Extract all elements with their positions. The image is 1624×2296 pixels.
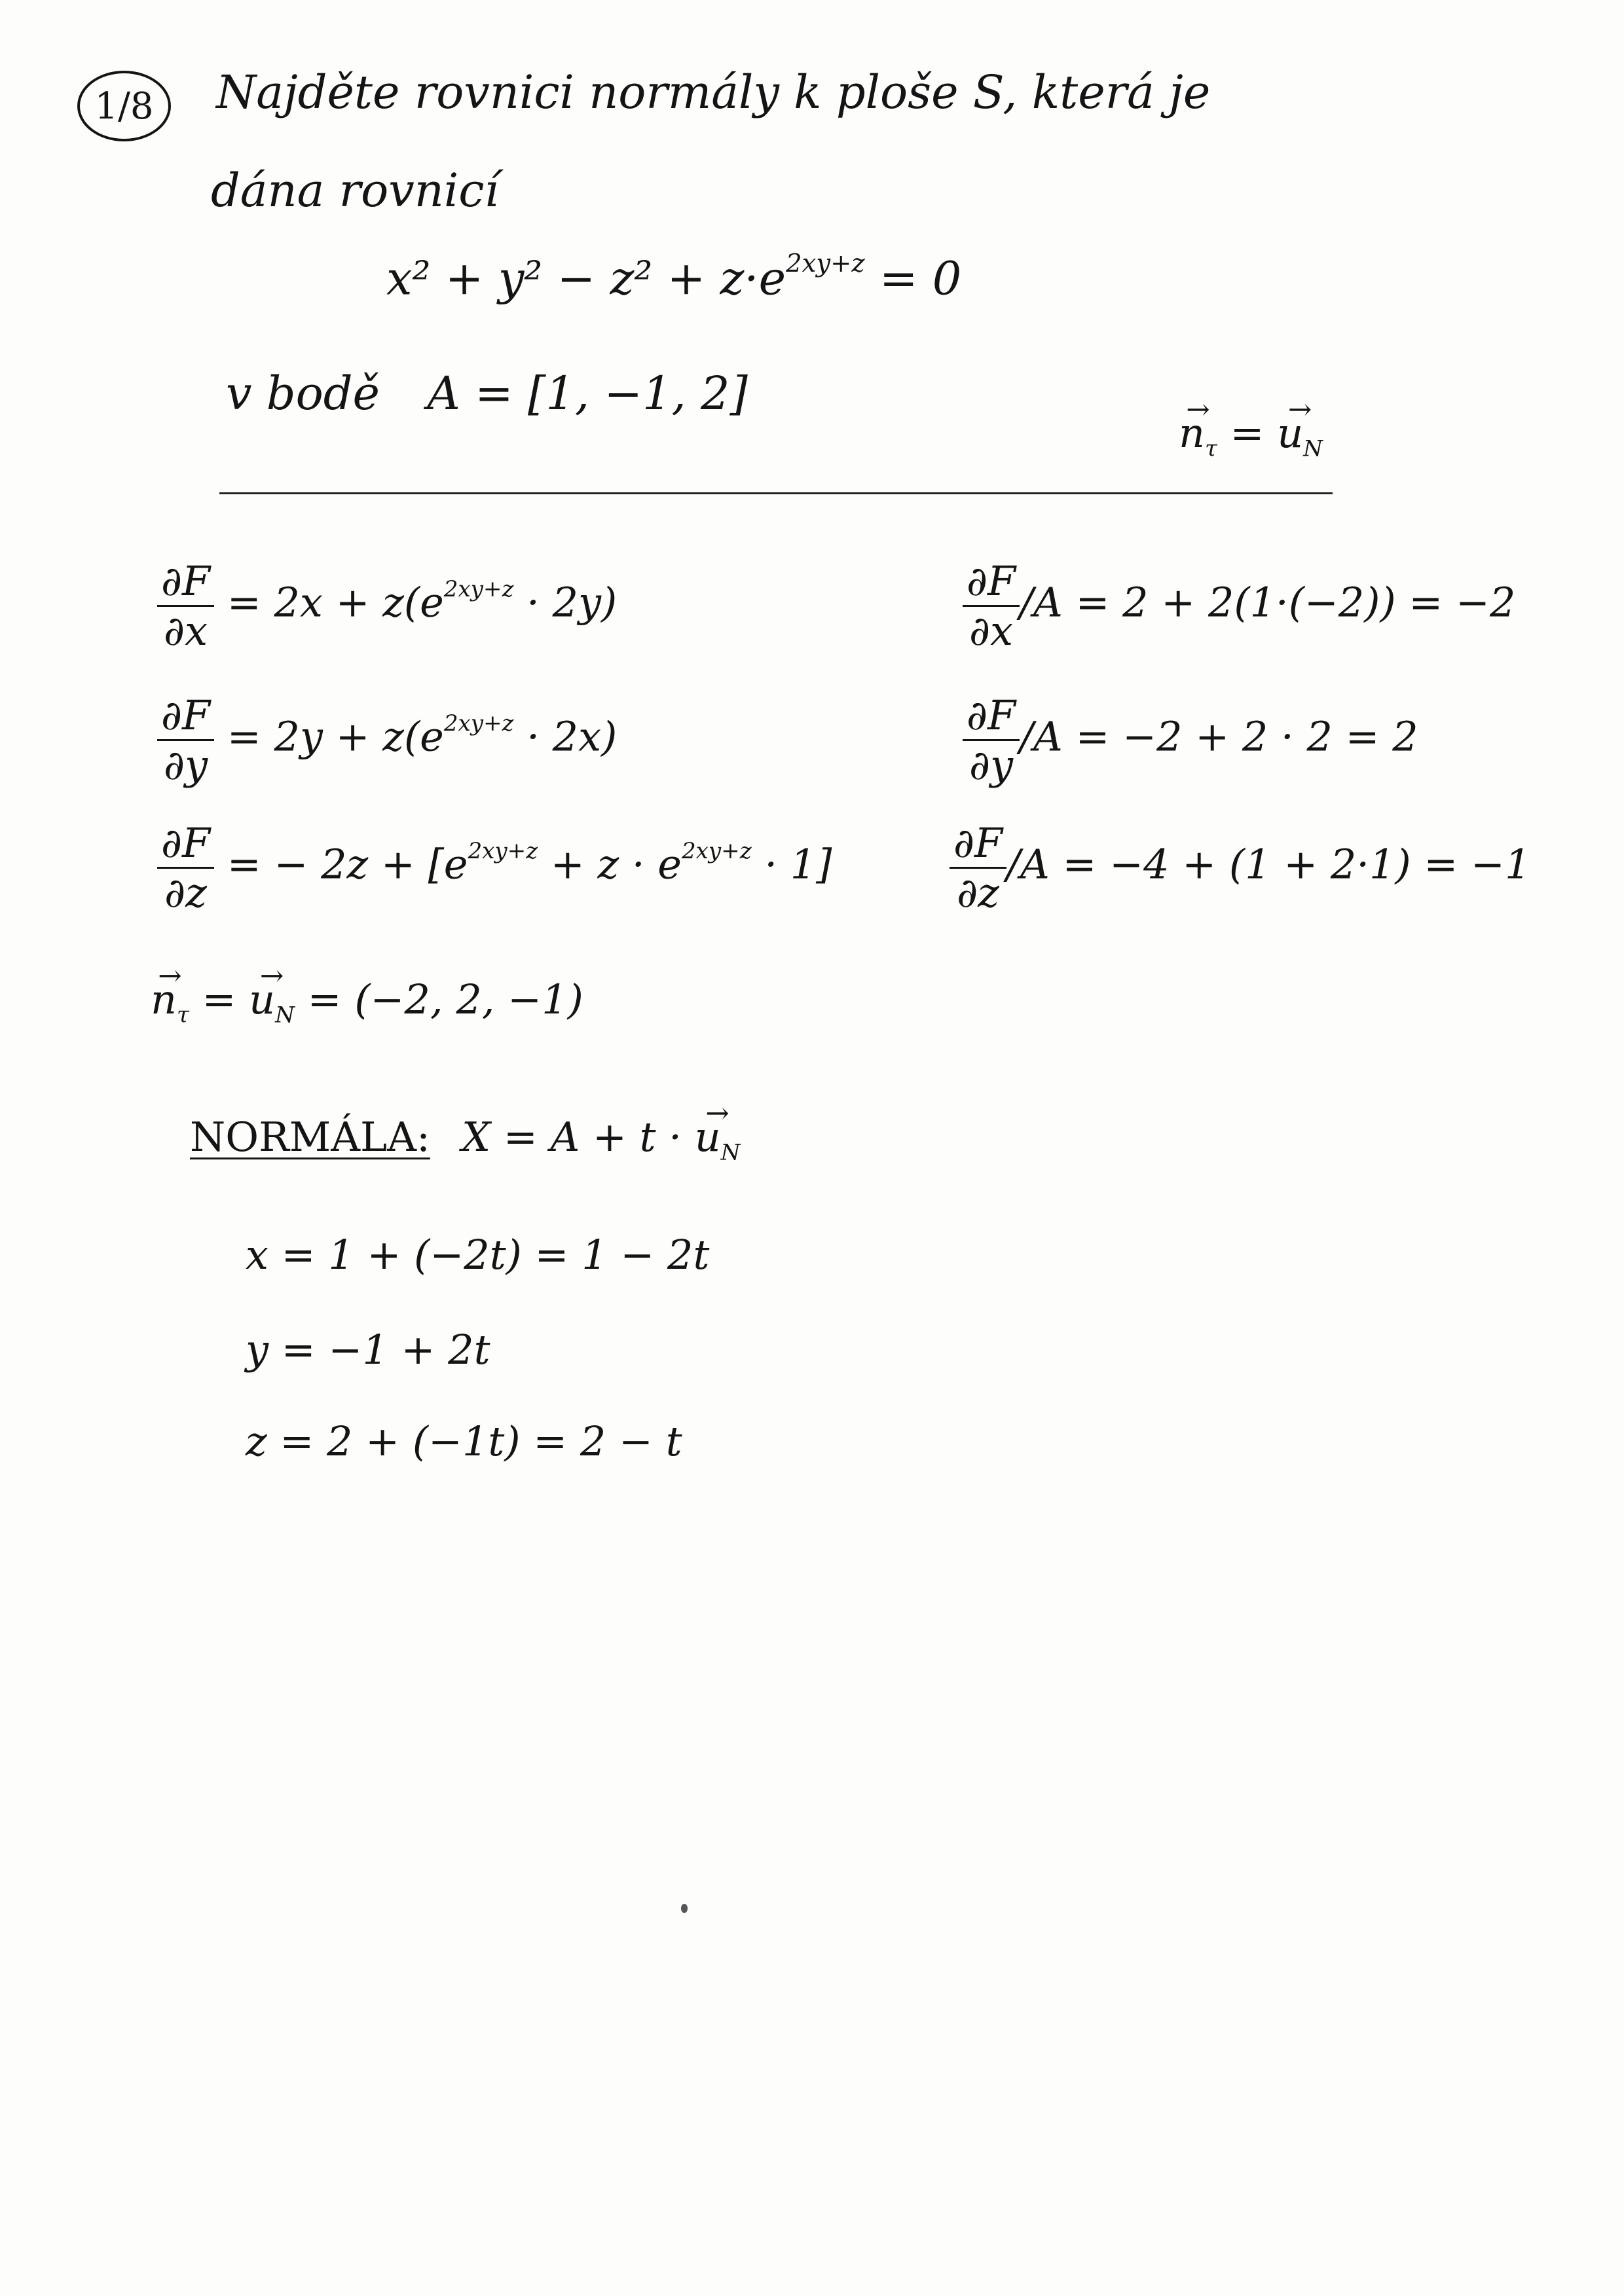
value-at-A-x: [963, 557, 1516, 655]
ink-speck: [681, 1904, 688, 1913]
problem-statement-line-1: Najděte rovnici normály k ploše S, která je: [216, 65, 1211, 119]
surface-equation-exponent: 2xy+z: [786, 249, 865, 278]
normal-line-z: z = 2 + (−1t) = 2 − t: [246, 1417, 682, 1465]
frac-den: ∂x: [164, 607, 208, 655]
problem-number-badge: [77, 71, 171, 141]
fz-exponent-1: 2xy+z: [468, 838, 538, 865]
partial-derivative-x: [157, 557, 618, 655]
fx-expression-b: · 2y): [526, 578, 618, 627]
normal-line-label: [190, 1113, 430, 1161]
partial-derivative-z: [157, 819, 832, 917]
normal-line-heading: NORMÁLA:: [190, 1113, 430, 1161]
fy-value-expression: = −2 + 2 · 2 = 2: [1075, 712, 1418, 761]
fz-expression-c: · 1]: [764, 840, 832, 888]
fz-exponent-2: 2xy+z: [682, 838, 752, 865]
fz-expression-b: + z · e: [550, 840, 682, 888]
frac-num: ∂F: [157, 560, 214, 607]
nv-u: u: [249, 975, 276, 1023]
normal-line-y: y = −1 + 2t: [246, 1326, 490, 1374]
problem-statement-line-2: dána rovnicí: [211, 164, 499, 217]
side-note-u-sub: N: [1303, 435, 1323, 462]
normal-line-x: x = 1 + (−2t) = 1 − 2t: [246, 1231, 710, 1279]
frac-den: ∂z: [164, 869, 207, 917]
fraction-dF-dz: [157, 819, 214, 917]
normal-vector-u-symbol: [249, 975, 295, 1029]
frac-num: ∂F: [157, 694, 214, 741]
frac-den: ∂z: [957, 869, 999, 917]
frac-num: ∂F: [950, 822, 1006, 869]
evaluated-at-A: /A: [1020, 578, 1063, 627]
nv-u-sub: N: [275, 1002, 295, 1029]
value-at-A-y: [963, 691, 1418, 790]
fx-expression-a: = 2x + z(e: [227, 578, 444, 627]
horizontal-divider: [219, 492, 1333, 494]
evaluated-at-A: /A: [1020, 712, 1063, 761]
fz-value-expression: = −4 + (1 + 2·1) = −1: [1062, 840, 1531, 888]
normal-line-parametric: [462, 1113, 740, 1166]
normal-vector-u-symbol: [1277, 409, 1323, 462]
normal-line-param-expression: X = A + t ·: [462, 1113, 682, 1161]
normal-vector-n-symbol: [1179, 409, 1217, 462]
nl-u-sub: N: [720, 1139, 741, 1166]
fz-expression-a: = − 2z + [e: [227, 840, 468, 888]
fx-value-expression: = 2 + 2(1·(−2)) = −2: [1075, 578, 1516, 627]
value-at-A-z: [950, 819, 1531, 917]
frac-den: ∂x: [969, 607, 1014, 655]
nv-n: n: [151, 975, 177, 1023]
surface-equation: [386, 249, 961, 306]
fraction-dF-dy: [157, 691, 214, 790]
side-note-n-sub: τ: [1204, 435, 1217, 462]
normal-vector-result: $n_\tau$ → = $u_N$ → = (−2, 2, −1): [151, 975, 583, 1029]
nl-u: u: [694, 1113, 721, 1161]
evaluated-at-A: /A: [1006, 840, 1050, 888]
problem-number: 1/8: [94, 84, 154, 128]
fy-expression-a: = 2y + z(e: [227, 712, 444, 761]
side-note-n: n: [1179, 409, 1205, 457]
fraction-dF-dx-at-A: [963, 557, 1020, 655]
fraction-dF-dz-at-A: [950, 819, 1006, 917]
frac-num: ∂F: [157, 822, 214, 869]
fy-expression-b: · 2x): [526, 712, 618, 761]
surface-equation-rhs: = 0: [879, 251, 962, 306]
normal-vector-n-symbol: [151, 975, 189, 1029]
frac-num: ∂F: [963, 694, 1020, 741]
side-note-u: u: [1277, 409, 1304, 457]
normal-vector-value: = (−2, 2, −1): [307, 975, 583, 1023]
point-prefix: v bodě: [226, 367, 380, 420]
fy-exponent: 2xy+z: [443, 710, 514, 737]
partial-derivative-y: [157, 691, 618, 790]
point-value: A = [1, −1, 2]: [427, 367, 748, 420]
fraction-dF-dy-at-A: [963, 691, 1020, 790]
direction-vector-u-symbol: [695, 1113, 741, 1166]
point-line: [226, 367, 748, 420]
fx-exponent: 2xy+z: [443, 576, 514, 603]
surface-equation-lhs: x² + y² − z² + z·e: [386, 251, 786, 306]
frac-den: ∂y: [969, 741, 1014, 790]
frac-den: ∂y: [163, 741, 208, 790]
side-note-equals: =: [1230, 409, 1264, 457]
frac-num: ∂F: [963, 560, 1020, 607]
side-note-vector-identity: [1179, 409, 1323, 462]
nv-n-sub: τ: [176, 1002, 189, 1029]
fraction-dF-dx: [157, 557, 214, 655]
